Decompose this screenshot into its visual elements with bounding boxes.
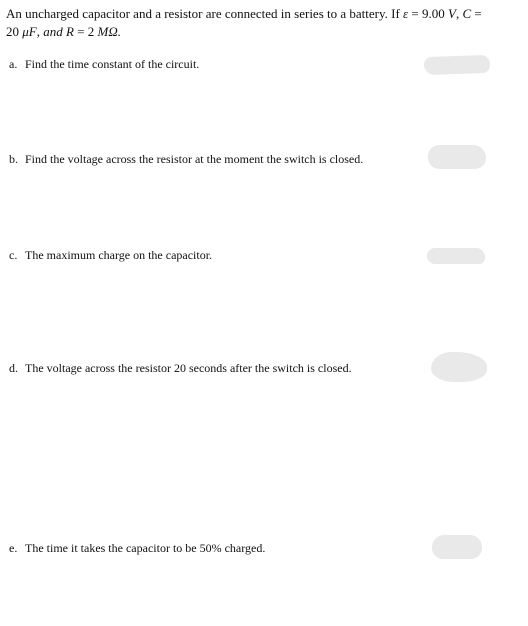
question-letter: a. xyxy=(9,57,18,71)
intro-text: An uncharged capacitor and a resistor are connected in series to a battery. If xyxy=(6,6,400,21)
question-letter: e. xyxy=(9,541,18,555)
emf-value: = 9.00 xyxy=(411,6,445,21)
question-d xyxy=(9,361,352,375)
question-c xyxy=(9,248,212,262)
redaction-mark-a xyxy=(424,55,491,75)
resistance-symbol: R xyxy=(65,24,74,39)
resistance-unit: MΩ. xyxy=(97,24,121,39)
question-b xyxy=(9,152,363,166)
redaction-mark-c xyxy=(427,248,485,264)
redaction-mark-d xyxy=(431,352,487,382)
capacitance-unit: μF xyxy=(22,24,37,39)
question-text: The voltage across the resistor 20 seconds after the switch is closed. xyxy=(25,361,352,375)
question-letter: d. xyxy=(9,361,18,375)
question-letter: c. xyxy=(9,248,18,262)
emf-unit: V xyxy=(448,6,456,21)
redaction-mark-b xyxy=(428,145,486,169)
question-text: Find the time constant of the circuit. xyxy=(25,57,200,71)
redaction-mark-e xyxy=(432,535,482,559)
problem-statement: An uncharged capacitor and a resistor are connected in series to a battery. If ε = 9.00 V, C = 20 μF, and R = 2 MΩ. xyxy=(6,6,482,39)
question-letter: b. xyxy=(9,152,18,166)
capacitance-value: 20 xyxy=(6,24,19,39)
question-text: The time it takes the capacitor to be 50% charged. xyxy=(25,541,266,555)
question-e xyxy=(9,541,265,555)
resistance-value: = 2 xyxy=(77,24,95,39)
emf-symbol: ε xyxy=(403,6,409,21)
question-a xyxy=(9,57,199,71)
and-word: and xyxy=(43,24,63,39)
question-text: Find the voltage across the resistor at the moment the switch is closed. xyxy=(25,152,364,166)
capacitance-equals: = xyxy=(474,6,482,21)
question-text: The maximum charge on the capacitor. xyxy=(25,248,213,262)
capacitance-symbol: C xyxy=(462,6,472,21)
